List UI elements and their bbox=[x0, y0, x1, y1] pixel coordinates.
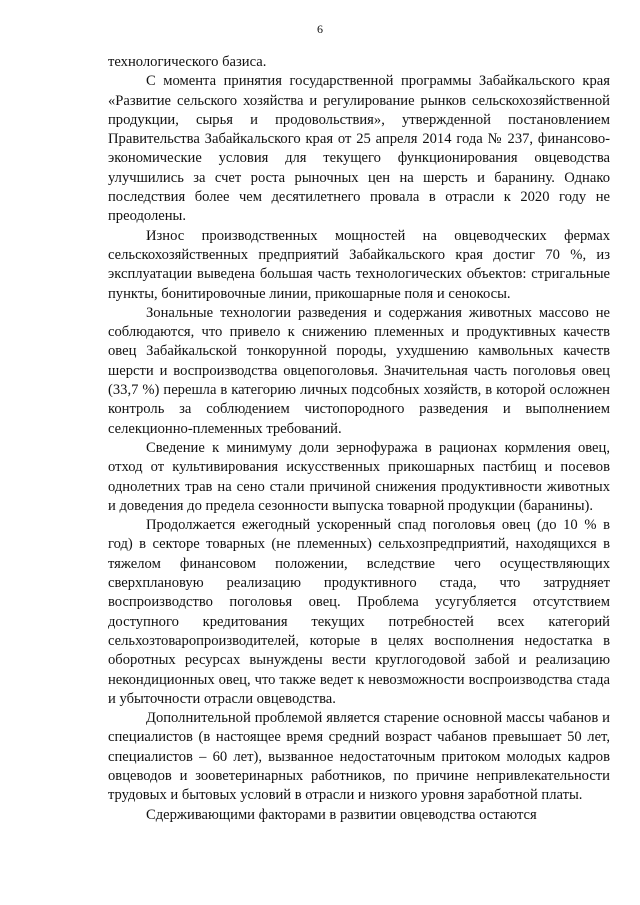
paragraph: Дополнительной проблемой является старение основной массы чабанов и специалистов (в настоящее время средний возраст чабанов превышает 50 лет, специалистов – 60 лет), вызванное недостаточным притоком молодых кадров овцеводов и зооветеринарных работников, по причине непривлекательности трудовых и бытовых условий в отрасли и низкого уровня заработной платы. bbox=[108, 710, 610, 804]
paragraph: Износ производственных мощностей на овцеводческих фермах сельскохозяйственных предприятий Забайкальского края достиг 70 %, из эксплуатации выведена большая часть технологических объектов: стригальные пункты, бонитировочные линии, прикошарные поля и сенокосы. bbox=[108, 227, 610, 302]
paragraph: Продолжается ежегодный ускоренный спад поголовья овец (до 10 % в год) в секторе товарных (не племенных) сельхозпредприятий, находящихся в тяжелом финансовом положении, вследствие чего осуществляющих сверхплановую реализацию продуктивного стада, что затрудняет воспроизводство поголовья овец. Проблема усугубляется отсутствием доступного кредитования текущих потребностей всех категорий сельхозтоваропроизводителей, которые в целях восполнения недостатка в оборотных ресурсах вынуждены вести круглогодовой забой и реализацию некондиционных овец, что также ведет к невозможности воспроизводства стада и убыточности отрасли овцеводства. bbox=[108, 517, 610, 707]
paragraph: С момента принятия государственной программы Забайкальского края «Развитие сельского хозяйства и регулирование рынков сельскохозяйственной продукции, сырья и продовольствия», утвержденной постановлением Правительства Забайкальского края от 25 апреля 2014 года № 237, финансово-экономические условия для текущего функционирования овцеводства улучшились за счет роста рыночных цен на шерсть и баранину. Однако последствия более чем десятилетнего провала в отрасли к 2020 году не преодолены. bbox=[108, 73, 610, 225]
paragraph: Сведение к минимуму доли зернофуража в рационах кормления овец, отход от культивирования искусственных прикошарных пастбищ и посевов однолетних трав на сено стали причиной снижения продуктивности животных и доведения до предела сезонности выпуска товарной продукции (баранины). bbox=[108, 439, 610, 514]
paragraph: Сдерживающими факторами в развитии овцеводства остаются bbox=[146, 806, 537, 823]
document-body bbox=[108, 53, 610, 825]
page-number: 6 bbox=[317, 22, 323, 36]
paragraph-continuation: технологического базиса. bbox=[108, 54, 267, 70]
paragraph: Зональные технологии разведения и содержания животных массово не соблюдаются, что привело к снижению племенных и продуктивных качеств овец Забайкальской тонкорунной породы, ухудшению камвольных качеств шерсти и воспроизводства овцепоголовья. Значительная часть поголовья овец (33,7 %) перешла в категорию личных подсобных хозяйств, в которой осложнен контроль за соблюдением чистопородного разведения и выполнением селекционно-племенных требований. bbox=[108, 304, 610, 437]
